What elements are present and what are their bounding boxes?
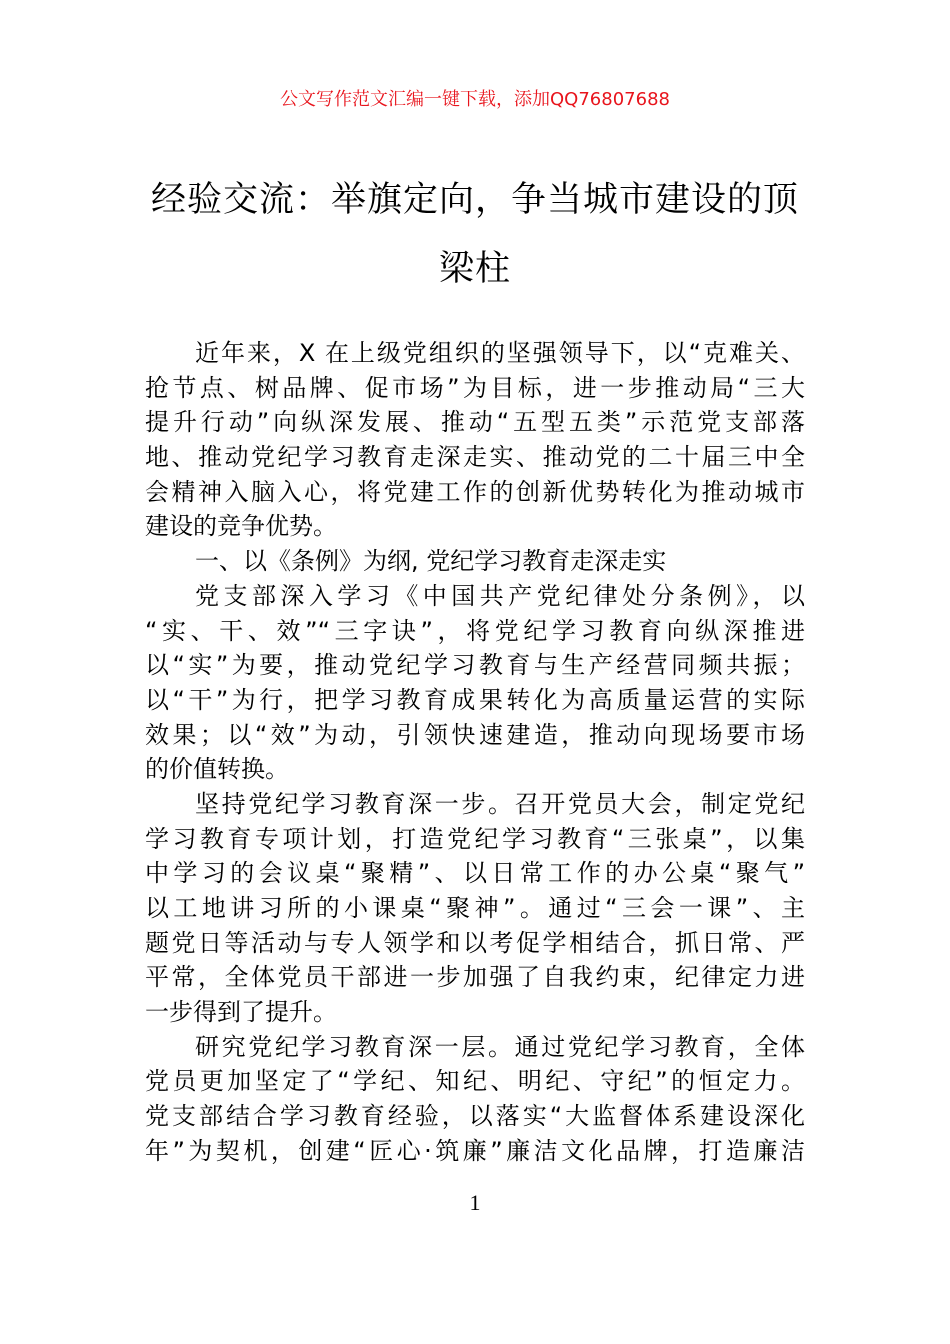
text-line: 的价值转换。	[145, 755, 289, 784]
document-body	[145, 336, 805, 1169]
text-line: 近年来，X 在上级党组织的坚强领导下，以“克难关、	[195, 339, 805, 367]
text-line: 一步得到了提升。	[145, 998, 337, 1027]
document-title-line-2: 梁柱	[438, 249, 511, 289]
text-line: 以“干”为行，把学习教育成果转化为高质量运营的实际	[145, 685, 805, 714]
text-line: 中学习的会议桌“聚精”、以日常工作的办公桌“聚气”	[145, 859, 805, 888]
text-line: 年”为契机，创建“匠心·筑廉”廉洁文化品牌，打造廉洁	[145, 1136, 805, 1165]
paragraph	[145, 579, 805, 787]
text-line: 一、以《条例》为纲, 党纪学习教育走深走实	[195, 547, 667, 576]
text-line: 坚持党纪学习教育深一步。召开党员大会，制定党纪	[195, 789, 805, 818]
text-line: 党支部结合学习教育经验，以落实“大监督体系建设深化	[145, 1102, 805, 1131]
download-banner: 公文写作范文汇编一键下载，添加QQ76807688	[280, 89, 670, 110]
text-line: 建设的竞争优势。	[145, 512, 337, 541]
text-line: 提升行动”向纵深发展、推动“五型五类”示范党支部落	[145, 408, 805, 437]
text-line: “实、干、效”“三字诀”，将党纪学习教育向纵深推进	[145, 616, 805, 645]
text-line: 题党日等活动与专人领学和以考促学相结合，抓日常、严	[145, 928, 805, 957]
page-number: 1	[469, 1190, 481, 1215]
document-title-line-1: 经验交流：举旗定向，争当城市建设的顶	[150, 180, 799, 220]
text-line: 以工地讲习所的小课桌“聚神”。通过“三会一课”、主	[145, 894, 805, 922]
text-line: 效果；以“效”为动，引领快速建造，推动向现场要市场	[145, 720, 805, 749]
section-heading	[145, 544, 805, 579]
paragraph	[145, 787, 805, 1030]
text-line: 党员更加坚定了“学纪、知纪、明纪、守纪”的恒定力。	[145, 1067, 805, 1096]
text-line: 学习教育专项计划，打造党纪学习教育“三张桌”，以集	[145, 824, 805, 853]
text-line: 会精神入脑入心，将党建工作的创新优势转化为推动城市	[145, 477, 805, 506]
paragraph	[145, 1030, 805, 1169]
text-line: 地、推动党纪学习教育走深走实、推动党的二十届三中全	[145, 443, 805, 472]
text-line: 抢节点、树品牌、促市场”为目标，进一步推动局“三大	[145, 373, 805, 402]
text-line: 以“实”为要，推动党纪学习教育与生产经营同频共振；	[145, 651, 805, 680]
paragraph	[145, 336, 805, 544]
text-line: 党支部深入学习《中国共产党纪律处分条例》，以	[195, 581, 805, 610]
text-line: 平常，全体党员干部进一步加强了自我约束，纪律定力进	[145, 963, 805, 992]
text-line: 研究党纪学习教育深一层。通过党纪学习教育，全体	[195, 1032, 805, 1061]
